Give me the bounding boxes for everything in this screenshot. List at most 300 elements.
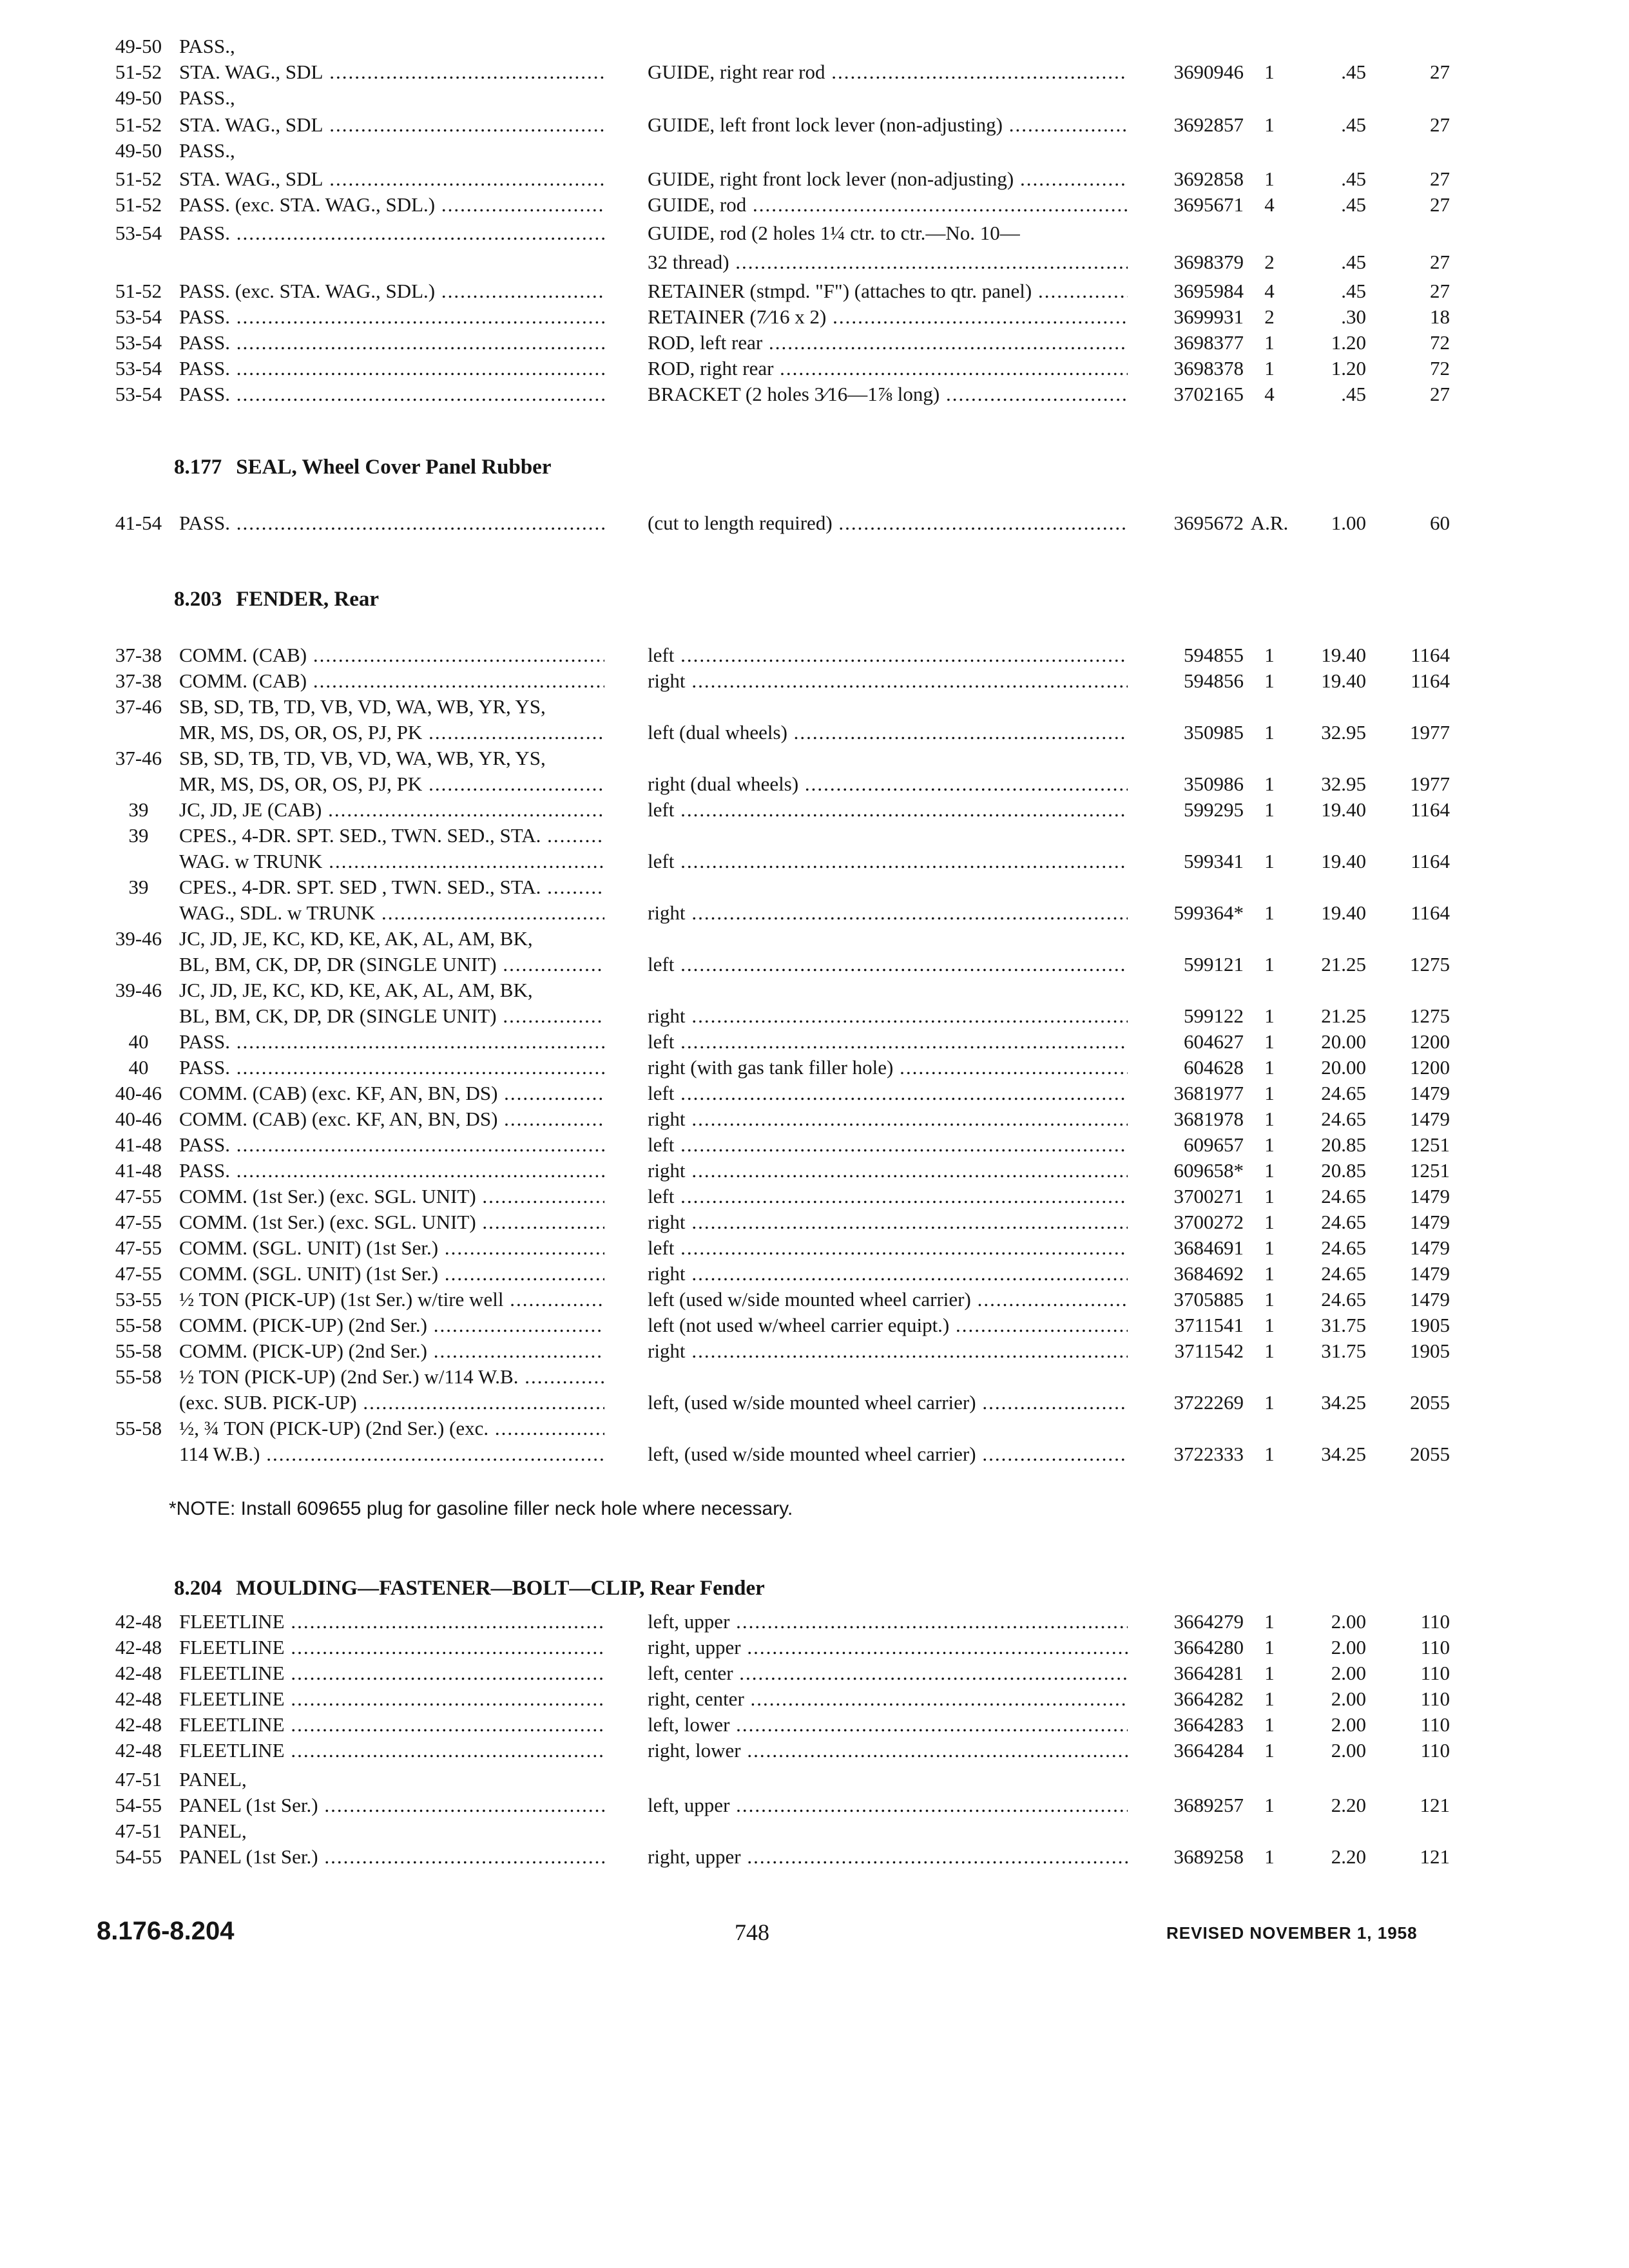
list-price: .45 (1341, 383, 1366, 405)
weight: 1164 (1411, 850, 1450, 872)
year-range: 54-55 (115, 1794, 162, 1816)
year-range: 39 (128, 876, 149, 898)
year-range: 47-51 (115, 1820, 162, 1842)
model-description: FLEETLINE ..... (179, 1608, 604, 1636)
part-number: 3664284 (1173, 1739, 1244, 1762)
list-price: 24.65 (1321, 1082, 1366, 1104)
list-price: 32.95 (1321, 721, 1366, 744)
part-description: left ..... (648, 1028, 1128, 1056)
table-row (0, 847, 1629, 876)
part-description: 32 thread) ..... (648, 248, 1128, 276)
model-description: PANEL, (179, 1768, 247, 1791)
quantity: 1 (1264, 61, 1275, 83)
weight: 1905 (1410, 1314, 1450, 1336)
table-row (0, 1028, 1629, 1056)
quantity: 1 (1264, 644, 1275, 666)
table-row (0, 509, 1629, 537)
table-row (0, 1157, 1629, 1185)
year-range: 40 (128, 1056, 149, 1079)
weight: 27 (1430, 168, 1450, 190)
footnote: *NOTE: Install 609655 plug for gasoline filler neck hole where necessary. (169, 1498, 793, 1519)
table-row (0, 303, 1629, 331)
part-number: 3689258 (1173, 1845, 1244, 1868)
table-row (0, 744, 1629, 773)
weight: 18 (1430, 305, 1450, 328)
quantity: 1 (1264, 1739, 1275, 1762)
section-number: 8.203 (174, 588, 222, 611)
part-description: left ..... (648, 641, 1128, 669)
table-row (0, 1685, 1629, 1713)
model-description: PANEL (1st Ser.) ..... (179, 1843, 604, 1871)
weight: 121 (1420, 1845, 1450, 1868)
table-row (0, 718, 1629, 747)
part-number: 3698377 (1173, 331, 1244, 354)
model-description: FLEETLINE ..... (179, 1685, 604, 1713)
part-description: left, center ..... (648, 1659, 1128, 1687)
list-price: 31.75 (1321, 1340, 1366, 1362)
part-number: 3684692 (1173, 1262, 1244, 1285)
model-description: COMM. (CAB) ..... (179, 667, 604, 695)
part-number: 599121 (1184, 953, 1244, 975)
model-description: PASS. ..... (179, 1157, 604, 1185)
weight: 27 (1430, 61, 1450, 83)
model-description: COMM. (SGL. UNIT) (1st Ser.) ..... (179, 1234, 604, 1262)
list-price: 2.00 (1331, 1687, 1366, 1710)
quantity: 1 (1264, 1687, 1275, 1710)
table-row (0, 111, 1629, 139)
table-row (0, 925, 1629, 953)
weight: 1977 (1410, 721, 1450, 744)
year-range: 47-55 (115, 1236, 162, 1259)
model-description: PASS. ..... (179, 1028, 604, 1056)
part-number: 3690946 (1173, 61, 1244, 83)
part-description: right (with gas tank filler hole) ..... (648, 1053, 1128, 1082)
model-description: PASS., (179, 139, 235, 162)
part-description: GUIDE, right front lock lever (non-adjusting) ..... (648, 165, 1128, 193)
table-row (0, 822, 1629, 850)
model-description: MR, MS, DS, OR, OS, PJ, PK ..... (179, 770, 604, 798)
model-description: COMM. (1st Ser.) (exc. SGL. UNIT) ..... (179, 1208, 604, 1236)
model-description: COMM. (PICK-UP) (2nd Ser.) ..... (179, 1337, 604, 1365)
year-range: 47-55 (115, 1185, 162, 1207)
year-range: 39 (128, 798, 149, 821)
model-description: BL, BM, CK, DP, DR (SINGLE UNIT) ..... (179, 1002, 604, 1030)
list-price: 24.65 (1321, 1211, 1366, 1233)
table-row (0, 796, 1629, 824)
model-description: COMM. (PICK-UP) (2nd Ser.) ..... (179, 1311, 604, 1340)
quantity: 2 (1264, 305, 1275, 328)
quantity: 1 (1264, 1845, 1275, 1868)
model-description: WAG., SDL. w TRUNK ..... (179, 899, 604, 927)
part-number: 3695671 (1173, 193, 1244, 216)
year-range: 42-48 (115, 1713, 162, 1736)
year-range: 41-48 (115, 1159, 162, 1182)
quantity: 1 (1264, 901, 1275, 924)
weight: 1479 (1410, 1108, 1450, 1130)
quantity: 1 (1264, 1056, 1275, 1079)
year-range: 37-46 (115, 747, 162, 769)
year-range: 47-55 (115, 1211, 162, 1233)
table-row (0, 693, 1629, 721)
part-description: right, lower ..... (648, 1736, 1128, 1765)
table-row (0, 1337, 1629, 1365)
quantity: 2 (1264, 251, 1275, 273)
list-price: .45 (1341, 251, 1366, 273)
weight: 110 (1420, 1713, 1450, 1736)
weight: 1905 (1410, 1340, 1450, 1362)
table-row (0, 1105, 1629, 1133)
section-heading-8-177 (174, 451, 551, 483)
year-range: 53-54 (115, 383, 162, 405)
model-description: COMM. (CAB) ..... (179, 641, 604, 669)
list-price: 19.40 (1321, 901, 1366, 924)
table-row (0, 1389, 1629, 1417)
quantity: 1 (1264, 1340, 1275, 1362)
table-row (0, 137, 1629, 165)
part-number: 3689257 (1173, 1794, 1244, 1816)
year-range: 47-51 (115, 1768, 162, 1791)
list-price: 20.85 (1321, 1159, 1366, 1182)
weight: 1479 (1410, 1211, 1450, 1233)
year-range: 47-55 (115, 1262, 162, 1285)
part-description: right, upper ..... (648, 1633, 1128, 1662)
model-description: PASS. ..... (179, 219, 604, 247)
year-range: 53-54 (115, 331, 162, 354)
table-row (0, 165, 1629, 193)
quantity: 1 (1264, 1391, 1275, 1414)
part-description: right ..... (648, 1337, 1128, 1365)
list-price: 24.65 (1321, 1185, 1366, 1207)
table-row (0, 354, 1629, 383)
table-row (0, 1736, 1629, 1765)
weight: 1164 (1411, 669, 1450, 692)
table-row (0, 1791, 1629, 1820)
model-description: PASS., (179, 86, 235, 109)
list-price: 34.25 (1321, 1391, 1366, 1414)
quantity: 1 (1264, 1262, 1275, 1285)
part-number: 3692858 (1173, 168, 1244, 190)
table-row (0, 1843, 1629, 1871)
model-description: PASS. ..... (179, 354, 604, 383)
quantity: 1 (1264, 669, 1275, 692)
weight: 1200 (1410, 1056, 1450, 1079)
table-row (0, 873, 1629, 901)
part-description: left ..... (648, 950, 1128, 979)
footer-section-range: 8.176-8.204 (97, 1917, 235, 1945)
weight: 1977 (1410, 773, 1450, 795)
part-number: 3700271 (1173, 1185, 1244, 1207)
year-range: 51-52 (115, 280, 162, 302)
list-price: .45 (1341, 193, 1366, 216)
table-row (0, 1079, 1629, 1108)
quantity: 1 (1264, 331, 1275, 354)
part-description: left ..... (648, 847, 1128, 876)
year-range: 37-38 (115, 669, 162, 692)
weight: 27 (1430, 193, 1450, 216)
part-description: RETAINER (stmpd. "F") (attaches to qtr. panel) ..... (648, 277, 1128, 305)
quantity: 1 (1264, 1185, 1275, 1207)
table-row (0, 1002, 1629, 1030)
part-description: right ..... (648, 1002, 1128, 1030)
year-range: 53-54 (115, 222, 162, 244)
table-row (0, 1131, 1629, 1159)
quantity: 1 (1264, 113, 1275, 136)
part-description: left, lower ..... (648, 1711, 1128, 1739)
weight: 1164 (1411, 798, 1450, 821)
part-number: 3722269 (1173, 1391, 1244, 1414)
part-description: left ..... (648, 1234, 1128, 1262)
weight: 1275 (1410, 1004, 1450, 1027)
part-description: GUIDE, left front lock lever (non-adjusting) ..... (648, 111, 1128, 139)
part-number: 3698378 (1173, 357, 1244, 380)
quantity: 1 (1264, 1636, 1275, 1658)
table-row (0, 32, 1629, 61)
footer-revised-date: REVISED NOVEMBER 1, 1958 (1166, 1923, 1418, 1943)
section-number: 8.177 (174, 456, 222, 479)
year-range: 40-46 (115, 1108, 162, 1130)
table-row (0, 1440, 1629, 1468)
table-row (0, 1633, 1629, 1662)
quantity: 1 (1264, 357, 1275, 380)
weight: 2055 (1410, 1391, 1450, 1414)
part-description: left ..... (648, 1182, 1128, 1211)
part-number: 599122 (1184, 1004, 1244, 1027)
part-number: 3684691 (1173, 1236, 1244, 1259)
weight: 27 (1430, 113, 1450, 136)
model-description: FLEETLINE ..... (179, 1659, 604, 1687)
part-number: 3664281 (1173, 1662, 1244, 1684)
part-description: (cut to length required) ..... (648, 509, 1128, 537)
list-price: 24.65 (1321, 1236, 1366, 1259)
part-description: left ..... (648, 1131, 1128, 1159)
part-number: 3695672 (1173, 512, 1244, 534)
quantity: A.R. (1250, 512, 1289, 534)
model-description: ½ TON (PICK-UP) (2nd Ser.) w/114 W.B. ..... (179, 1363, 604, 1391)
list-price: 2.20 (1331, 1845, 1366, 1868)
table-row (0, 1182, 1629, 1211)
list-price: 21.25 (1321, 1004, 1366, 1027)
part-number: 3664283 (1173, 1713, 1244, 1736)
part-number: 3681977 (1173, 1082, 1244, 1104)
part-number: 3700272 (1173, 1211, 1244, 1233)
quantity: 1 (1264, 1004, 1275, 1027)
list-price: 2.00 (1331, 1739, 1366, 1762)
list-price: .45 (1341, 61, 1366, 83)
table-row (0, 329, 1629, 357)
part-description: left, (used w/side mounted wheel carrier) ..... (648, 1389, 1128, 1417)
weight: 1164 (1411, 901, 1450, 924)
table-row (0, 1234, 1629, 1262)
year-range: 42-48 (115, 1687, 162, 1710)
year-range: 53-54 (115, 357, 162, 380)
table-row (0, 1285, 1629, 1314)
table-row (0, 191, 1629, 219)
part-number: 599295 (1184, 798, 1244, 821)
list-price: 2.00 (1331, 1636, 1366, 1658)
table-row (0, 1659, 1629, 1687)
year-range: 40-46 (115, 1082, 162, 1104)
table-row (0, 950, 1629, 979)
weight: 72 (1430, 357, 1450, 380)
list-price: 24.65 (1321, 1108, 1366, 1130)
table-row (0, 84, 1629, 112)
weight: 1251 (1410, 1159, 1450, 1182)
part-description: right ..... (648, 899, 1128, 927)
part-description: right ..... (648, 1157, 1128, 1185)
section-title: MOULDING—FASTENER—BOLT—CLIP, Rear Fender (236, 1577, 765, 1600)
part-description: left ..... (648, 1079, 1128, 1108)
weight: 72 (1430, 331, 1450, 354)
model-description: FLEETLINE ..... (179, 1736, 604, 1765)
model-description: (exc. SUB. PICK-UP) ..... (179, 1389, 604, 1417)
table-row (0, 1363, 1629, 1391)
table-row (0, 380, 1629, 408)
table-row (0, 1765, 1629, 1794)
quantity: 1 (1264, 1794, 1275, 1816)
part-number: 3711542 (1174, 1340, 1244, 1362)
part-number: 3692857 (1173, 113, 1244, 136)
year-range: 51-52 (115, 61, 162, 83)
weight: 1479 (1410, 1288, 1450, 1311)
list-price: .45 (1341, 113, 1366, 136)
part-description: left (not used w/wheel carrier equipt.) ..... (648, 1311, 1128, 1340)
part-number: 609657 (1184, 1133, 1244, 1156)
list-price: 19.40 (1321, 798, 1366, 821)
part-description: right, upper ..... (648, 1843, 1128, 1871)
quantity: 1 (1264, 168, 1275, 190)
part-number: 594856 (1184, 669, 1244, 692)
list-price: 2.20 (1331, 1794, 1366, 1816)
year-range: 49-50 (115, 35, 162, 57)
list-price: 1.20 (1331, 331, 1366, 354)
model-description: ½ TON (PICK-UP) (1st Ser.) w/tire well ..... (179, 1285, 604, 1314)
part-number: 350986 (1184, 773, 1244, 795)
quantity: 1 (1264, 798, 1275, 821)
part-number: 3664279 (1173, 1610, 1244, 1633)
model-description: STA. WAG., SDL ..... (179, 58, 604, 86)
part-description: ROD, left rear ..... (648, 329, 1128, 357)
weight: 1479 (1410, 1262, 1450, 1285)
part-number: 3664280 (1173, 1636, 1244, 1658)
part-number: 3702165 (1173, 383, 1244, 405)
part-number: 3711541 (1174, 1314, 1244, 1336)
model-description: PASS. ..... (179, 509, 604, 537)
year-range: 49-50 (115, 86, 162, 109)
quantity: 1 (1264, 1314, 1275, 1336)
section-heading-8-204 (174, 1572, 765, 1604)
year-range: 37-38 (115, 644, 162, 666)
part-number: 604627 (1184, 1030, 1244, 1053)
part-number: 3681978 (1173, 1108, 1244, 1130)
year-range: 39-46 (115, 979, 162, 1001)
part-number: 3699931 (1173, 305, 1244, 328)
model-description: PANEL, (179, 1820, 247, 1842)
part-description: left ..... (648, 796, 1128, 824)
table-row (0, 976, 1629, 1004)
part-description: GUIDE, right rear rod ..... (648, 58, 1128, 86)
year-range: 41-54 (115, 512, 162, 534)
table-row (0, 1608, 1629, 1636)
year-range: 55-58 (115, 1417, 162, 1439)
model-description: BL, BM, CK, DP, DR (SINGLE UNIT) ..... (179, 950, 604, 979)
part-number: 350985 (1184, 721, 1244, 744)
model-description: COMM. (CAB) (exc. KF, AN, BN, DS) ..... (179, 1079, 604, 1108)
part-description: BRACKET (2 holes 3⁄16—1⅞ long) ..... (648, 380, 1128, 408)
part-description: left, (used w/side mounted wheel carrier) ..... (648, 1440, 1128, 1468)
quantity: 1 (1264, 1662, 1275, 1684)
model-description: JC, JD, JE, KC, KD, KE, AK, AL, AM, BK, (179, 979, 533, 1001)
part-number: 604628 (1184, 1056, 1244, 1079)
part-number: 3705885 (1173, 1288, 1244, 1311)
part-number: 3664282 (1173, 1687, 1244, 1710)
year-range: 42-48 (115, 1636, 162, 1658)
model-description: SB, SD, TB, TD, VB, VD, WA, WB, YR, YS, (179, 747, 546, 769)
weight: 60 (1430, 512, 1450, 534)
year-range: 49-50 (115, 139, 162, 162)
list-price: 34.25 (1321, 1443, 1366, 1465)
part-description: right, center ..... (648, 1685, 1128, 1713)
model-description: SB, SD, TB, TD, VB, VD, WA, WB, YR, YS, (179, 695, 546, 718)
year-range: 51-52 (115, 113, 162, 136)
model-description: PANEL (1st Ser.) ..... (179, 1791, 604, 1820)
model-description: COMM. (SGL. UNIT) (1st Ser.) ..... (179, 1260, 604, 1288)
model-description: PASS. ..... (179, 1131, 604, 1159)
list-price: 2.00 (1331, 1713, 1366, 1736)
table-row (0, 1414, 1629, 1443)
part-number: 599364* (1173, 901, 1244, 924)
part-description: RETAINER (7⁄16 x 2) ..... (648, 303, 1128, 331)
list-price: 19.40 (1321, 850, 1366, 872)
list-price: 2.00 (1331, 1662, 1366, 1684)
table-row (0, 1311, 1629, 1340)
list-price: .45 (1341, 280, 1366, 302)
table-row (0, 641, 1629, 669)
model-description: MR, MS, DS, OR, OS, PJ, PK ..... (179, 718, 604, 747)
part-number: 599341 (1184, 850, 1244, 872)
table-row (0, 219, 1629, 247)
part-description: left (used w/side mounted wheel carrier) ..... (648, 1285, 1128, 1314)
model-description: COMM. (CAB) (exc. KF, AN, BN, DS) ..... (179, 1105, 604, 1133)
list-price: 20.00 (1321, 1056, 1366, 1079)
quantity: 1 (1264, 773, 1275, 795)
weight: 1479 (1410, 1236, 1450, 1259)
part-number: 3695984 (1173, 280, 1244, 302)
part-description: ROD, right rear ..... (648, 354, 1128, 383)
weight: 27 (1430, 280, 1450, 302)
year-range: 53-54 (115, 305, 162, 328)
weight: 1164 (1411, 644, 1450, 666)
part-description: GUIDE, rod ..... (648, 191, 1128, 219)
quantity: 1 (1264, 1713, 1275, 1736)
list-price: 19.40 (1321, 644, 1366, 666)
list-price: 24.65 (1321, 1288, 1366, 1311)
model-description: JC, JD, JE (CAB) ..... (179, 796, 604, 824)
year-range: 41-48 (115, 1133, 162, 1156)
quantity: 1 (1264, 1082, 1275, 1104)
part-description: GUIDE, rod (2 holes 1¼ ctr. to ctr.—No. 10— (648, 222, 1020, 244)
quantity: 1 (1264, 953, 1275, 975)
table-row (0, 1817, 1629, 1845)
list-price: 20.85 (1321, 1133, 1366, 1156)
table-row (0, 770, 1629, 798)
model-description: PASS. (exc. STA. WAG., SDL.) ..... (179, 191, 604, 219)
model-description: CPES., 4-DR. SPT. SED , TWN. SED., STA. ..... (179, 873, 604, 901)
section-title: SEAL, Wheel Cover Panel Rubber (236, 456, 552, 479)
weight: 1479 (1410, 1185, 1450, 1207)
year-range: 39-46 (115, 927, 162, 950)
quantity: 4 (1264, 280, 1275, 302)
year-range: 40 (128, 1030, 149, 1053)
